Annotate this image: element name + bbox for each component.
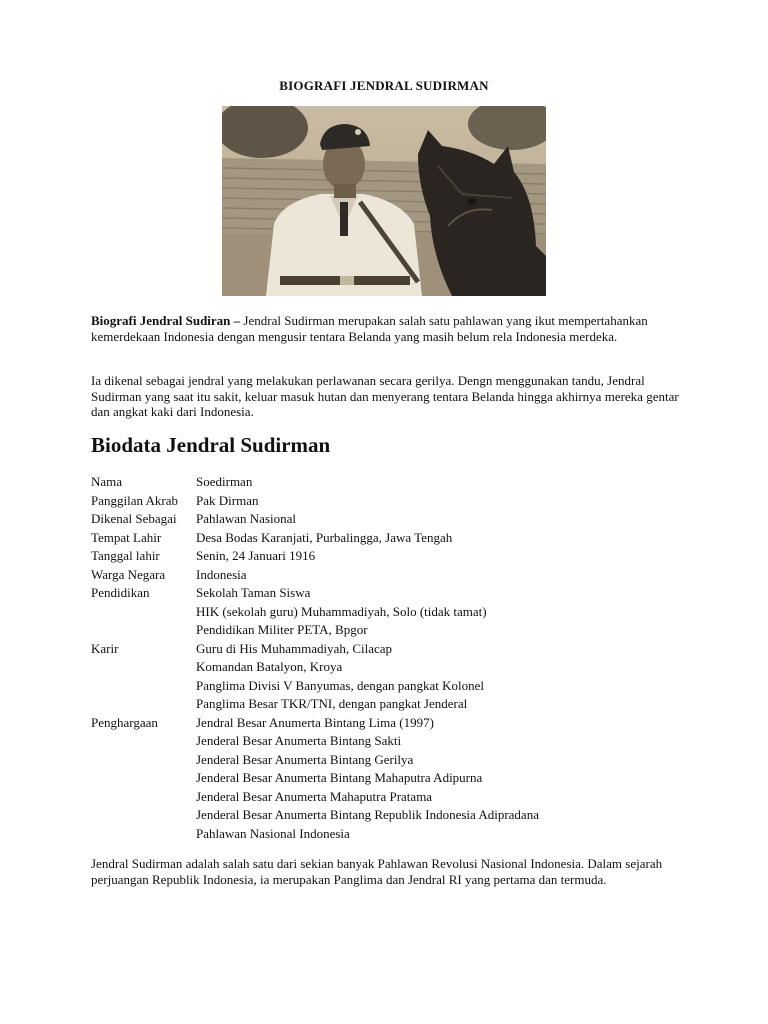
biodata-value: Panglima Divisi V Banyumas, dengan pangkat Kolonel [196, 677, 485, 693]
biodata-value: Panglima Besar TKR/TNI, dengan pangkat Jenderal [196, 696, 468, 711]
biodata-value: Indonesia [196, 566, 247, 582]
biodata-value: Pendidikan Militer PETA, Bpgor [196, 622, 368, 637]
biodata-value: Senin, 24 Januari 1916 [196, 548, 316, 563]
biodata-row-dikenal [91, 510, 539, 529]
biodata-value: Soedirman [196, 474, 253, 489]
biodata-table [91, 473, 539, 843]
biodata-value: Jenderal Besar Anumerta Bintang Mahaputra Adipurna [196, 770, 483, 785]
portrait-photo-drawing [222, 106, 546, 296]
biodata-row-panggilan [91, 492, 539, 511]
biodata-value: Sekolah Taman Siswa [196, 585, 311, 600]
biodata-label: Dikenal Sebagai [91, 511, 177, 526]
section-heading: Biodata Jendral Sudirman [91, 433, 331, 457]
biodata-row-warga-negara [91, 566, 539, 585]
biodata-value: Komandan Batalyon, Kroya [196, 659, 343, 674]
biodata-label: Tanggal lahir [91, 548, 160, 563]
intro-lead: Biografi Jendral Sudiran – [91, 313, 241, 328]
portrait-photo [222, 106, 546, 296]
biodata-value: Jenderal Besar Anumerta Bintang Sakti [196, 733, 402, 748]
biodata-label: Tempat Lahir [91, 529, 162, 545]
biodata-row-tanggal-lahir [91, 547, 539, 566]
biodata-value: Pak Dirman [196, 492, 259, 508]
biodata-row-karir [91, 640, 539, 714]
biodata-row-tempat-lahir [91, 529, 539, 548]
biodata-row-nama [91, 473, 539, 492]
biodata-value: Desa Bodas Karanjati, Purbalingga, Jawa Tengah [196, 529, 453, 545]
biodata-value: Jendral Besar Anumerta Bintang Lima (1997) [196, 714, 434, 730]
document-title: BIOGRAFI JENDRAL SUDIRMAN [279, 78, 489, 93]
biodata-value: Jenderal Besar Anumerta Mahaputra Pratama [196, 788, 433, 804]
biodata-value: Jenderal Besar Anumerta Bintang Gerilya [196, 751, 414, 767]
intro-body: Jendral Sudirman merupakan salah satu pahlawan yang ikut mempertahankan kemerdekaan Indonesia dengan mengusir tentara Belanda yang masih belum rela Indonesia merdeka. [91, 313, 648, 344]
intro-paragraph [91, 313, 681, 344]
biodata-value: Guru di His Muhammadiyah, Cilacap [196, 640, 393, 656]
biodata-label: Karir [91, 640, 119, 656]
closing-paragraph: Jendral Sudirman adalah salah satu dari sekian banyak Pahlawan Revolusi Nasional Indonesia. Dalam sejarah perjuangan Republik Indonesia, ia merupakan Panglima dan Jendral RI yang pertama dan termuda. [91, 856, 663, 887]
biodata-label: Panggilan Akrab [91, 492, 179, 508]
biodata-value: Pahlawan Nasional Indonesia [196, 825, 350, 841]
biodata-label: Penghargaan [91, 714, 158, 730]
biodata-label: Nama [91, 474, 123, 489]
biodata-value: Pahlawan Nasional [196, 511, 297, 526]
biodata-value: Jenderal Besar Anumerta Bintang Republik Indonesia Adipradana [196, 807, 539, 822]
guerrilla-paragraph: Ia dikenal sebagai jendral yang melakukan perlawanan secara gerilya. Dengn menggunakan tandu, Jendral Sudirman yang saat itu sakit, keluar masuk hutan dan menyerang tentara Belanda hingga akhirnya mereka gentar dan angkat kaki dari Indonesia. [91, 373, 679, 419]
biodata-label: Warga Negara [91, 566, 166, 582]
biodata-label: Pendidikan [91, 585, 150, 600]
biodata-row-penghargaan [91, 714, 539, 844]
biodata-value: HIK (sekolah guru) Muhammadiyah, Solo (tidak tamat) [196, 603, 487, 619]
biodata-row-pendidikan [91, 584, 539, 640]
